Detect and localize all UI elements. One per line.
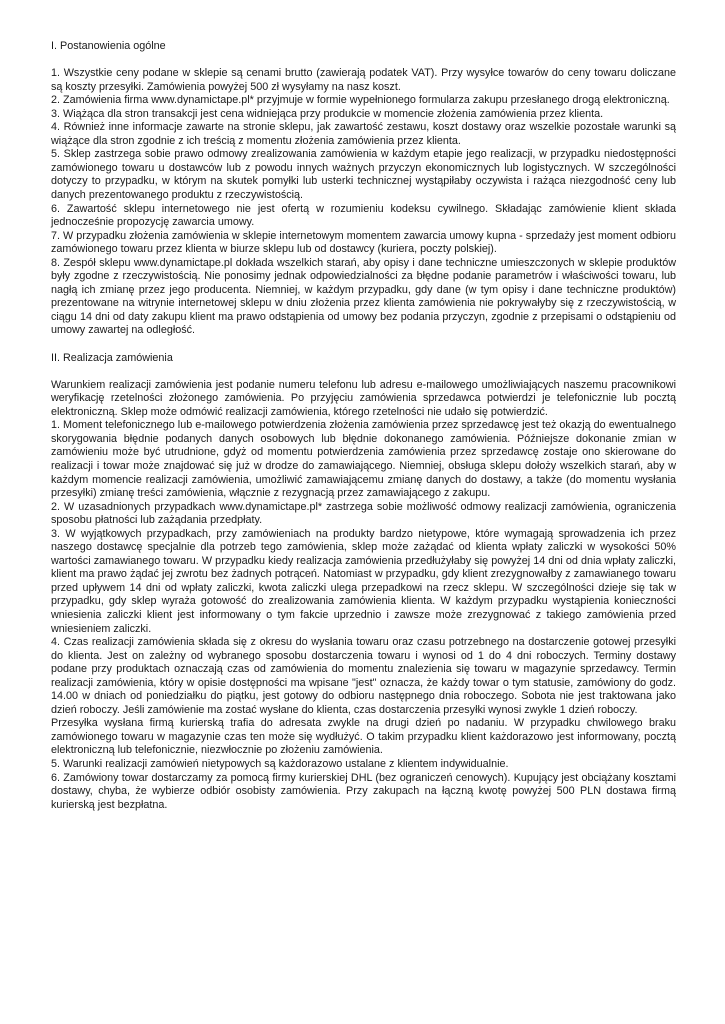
paragraph: 4. Czas realizacji zamówienia składa się z okresu do wysłania towaru oraz czasu potrzebnego na dostarczenie gotowej przesyłki do klienta. Jest on zależny od wybranego sposobu dostarczenia towaru i wynosi od 1 do 4 dni roboczych. Terminy dostawy podane przy produktach oznaczają czas od zamówienia do momentu znalezienia się towaru w magazynie sprzedawcy. Termin realizacji zamówienia, który w opisie dostępności ma wpisane "jest" oznacza, że każdy towar o tym statusie, zamówiony do godz. 14.00 w dniach od poniedziałku do piątku, jest gotowy do odbioru następnego dnia roboczego. Sobota nie jest traktowana jako dzień roboczy. Jeśli zamówienie ma zostać wysłane do klienta, czas dostarczenia przesyłki wynosi zwykle 1 dzień roboczy. — [51, 636, 676, 716]
section-general-provisions — [51, 40, 676, 338]
paragraph: 1. Moment telefonicznego lub e-mailowego potwierdzenia złożenia zamówienia przez sprzedawcę jest też okazją do ewentualnego skorygowania błędnie podanych danych osobowych lub błędnie dokonanego zamówienia. Późniejsze dokonanie zmian w zamówieniu może być utrudnione, gdyż od momentu potwierdzenia zamówienia przez sprzedawcę zostaje ono skierowane do realizacji i towar może znajdować się już w drodze do zamawiającego. Niemniej, obsługa sklepu dołoży wszelkich starań, aby w każdym momencie realizacji zamówienia, umożliwić zamawiającemu zmianę danych do dostawy, a także (do momentu wysłania przesyłki) zmianę treści zamówienia, włącznie z rezygnacją przez zamawiającego z zakupu. — [51, 419, 676, 500]
paragraph: 3. W wyjątkowych przypadkach, przy zamówieniach na produkty bardzo nietypowe, które wymagają sprowadzenia ich przez naszego dostawcę specjalnie dla potrzeb tego zamówienia, sklep może zażądać od klienta wpłaty zaliczki w wysokości 50% wartości zamawianego towaru. W przypadku kiedy realizacja zamówienia przedłużyłaby się powyżej 14 dni od dnia wpłaty zaliczki, klient ma prawo żądać jej zwrotu bez żadnych potrąceń. Natomiast w przypadku, gdy klient zrezygnowałby z zamawianego towaru przed upływem 14 dni od wpłaty zaliczki, kwota zaliczki ulega przepadkowi na rzecz sklepu. W szczególności dzieje się tak w przypadku, gdy sklep wyraża gotowość do zrealizowania zamówienia klienta. W każdym przypadku wystąpienia konieczności wniesienia zaliczki klient jest informowany o tym fakcie uprzednio i zawsze może zrezygnować z takiego zamówienia przed wniesieniem zaliczki. — [51, 527, 676, 635]
paragraph: 5. Sklep zastrzega sobie prawo odmowy zrealizowania zamówienia w każdym etapie jego realizacji, w przypadku niedostępności zamówionego towaru u dostawców lub z powodu innych ważnych przyczyn ekonomicznych lub logistycznych. W szczególności dotyczy to przypadku, w którym na skutek pomyłki lub usterki technicznej wystąpiłaby oczywista i rażąca niezgodność ceny lub danych prezentowanego produktu z rzeczywistością. — [51, 148, 676, 202]
paragraph: Warunkiem realizacji zamówienia jest podanie numeru telefonu lub adresu e-mailowego umożliwiających naszemu pracownikowi weryfikację rzetelności złożonego zamówienia. Po przyjęciu zamówienia sprzedawca potwierdzi je telefonicznie lub pocztą elektroniczną. Sklep może odmówić realizacji zamówienia, którego rzetelności nie udało się potwierdzić. — [51, 378, 676, 418]
paragraph: 6. Zamówiony towar dostarczamy za pomocą firmy kurierskiej DHL (bez ograniczeń cenowych). Kupujący jest obciążany kosztami dostawy, chyba, że wybierze odbiór osobisty zamówienia. Przy zakupach na łączną kwotę powyżej 500 PLN dostawa firmą kurierską jest bezpłatna. — [51, 771, 676, 811]
section-order-fulfillment — [51, 352, 676, 813]
section-title: I. Postanowienia ogólne — [51, 40, 166, 52]
paragraph: 3. Wiążąca dla stron transakcji jest cena widniejąca przy produkcie w momencie złożenia zamówienia przez klienta. — [51, 107, 604, 120]
section-title: II. Realizacja zamówienia — [51, 351, 173, 364]
paragraph: 6. Zawartość sklepu internetowego nie jest ofertą w rozumieniu kodeksu cywilnego. Składając zamówienie klient składa jednocześnie propozycję zawarcia umowy. — [51, 202, 676, 229]
paragraph: 2. W uzasadnionych przypadkach www.dynamictape.pl* zastrzega sobie możliwość odmowy realizacji zamówienia, ograniczenia sposobu płatności lub zażądania przedpłaty. — [51, 500, 676, 527]
paragraph: 1. Wszystkie ceny podane w sklepie są cenami brutto (zawierają podatek VAT). Przy wysyłce towarów do ceny towaru doliczane są koszty przesyłki. Zamówienia powyżej 500 zł wysyłamy na nasz koszt. — [51, 67, 676, 93]
paragraph: 2. Zamówienia firma www.dynamictape.pl* przyjmuje w formie wypełnionego formularza zakupu przesłanego drogą elektroniczną. — [51, 94, 670, 107]
document-page — [51, 40, 676, 826]
paragraph: Przesyłka wysłana firmą kurierską trafia do adresata zwykle na drugi dzień po nadaniu. W przypadku chwilowego braku zamówionego towaru w magazynie czas ten może się wydłużyć. O takim przypadku klient każdorazowo jest informowany, pocztą elektroniczną lub telefonicznie, niezwłocznie po złożeniu zamówienia. — [51, 717, 676, 757]
paragraph: 4. Również inne informacje zawarte na stronie sklepu, jak zawartość zestawu, koszt dostawy oraz wszelkie pozostałe warunki są wiążące dla stron zgodnie z ich treścią z momentu złożenia zamówienia przez klienta. — [51, 121, 676, 147]
paragraph: 7. W przypadku złożenia zamówienia w sklepie internetowym momentem zawarcia umowy kupna - sprzedaży jest moment odbioru zamówionego towaru przez klienta w biurze sklepu lub od dostawcy (kuriera, poczty polskiej). — [51, 229, 676, 256]
paragraph: 5. Warunki realizacji zamówień nietypowych są każdorazowo ustalane z klientem indywidualnie. — [51, 757, 509, 770]
paragraph: 8. Zespół sklepu www.dynamictape.pl dokłada wszelkich starań, aby opisy i dane techniczne umieszczonych w sklepie produktów były zgodne z rzeczywistością. Nie ponosimy jednak odpowiedzialności za błędne podanie parametrów i właściwości towaru, lub nagłą ich zmianę przez jego producenta. Niemniej, w każdym przypadku, gdy dane (w tym opisy i dane techniczne produktów) prezentowane na witrynie internetowej sklepu w dniu złożenia przez klienta zamówienia nie pokrywałyby się z rzeczywistością, w ciągu 14 dni od daty zakupu klient ma prawo odstąpienia od umowy bez podania przyczyn, zgodnie z przepisami o odstąpieniu od umowy zawartej na odległość. — [51, 256, 676, 337]
